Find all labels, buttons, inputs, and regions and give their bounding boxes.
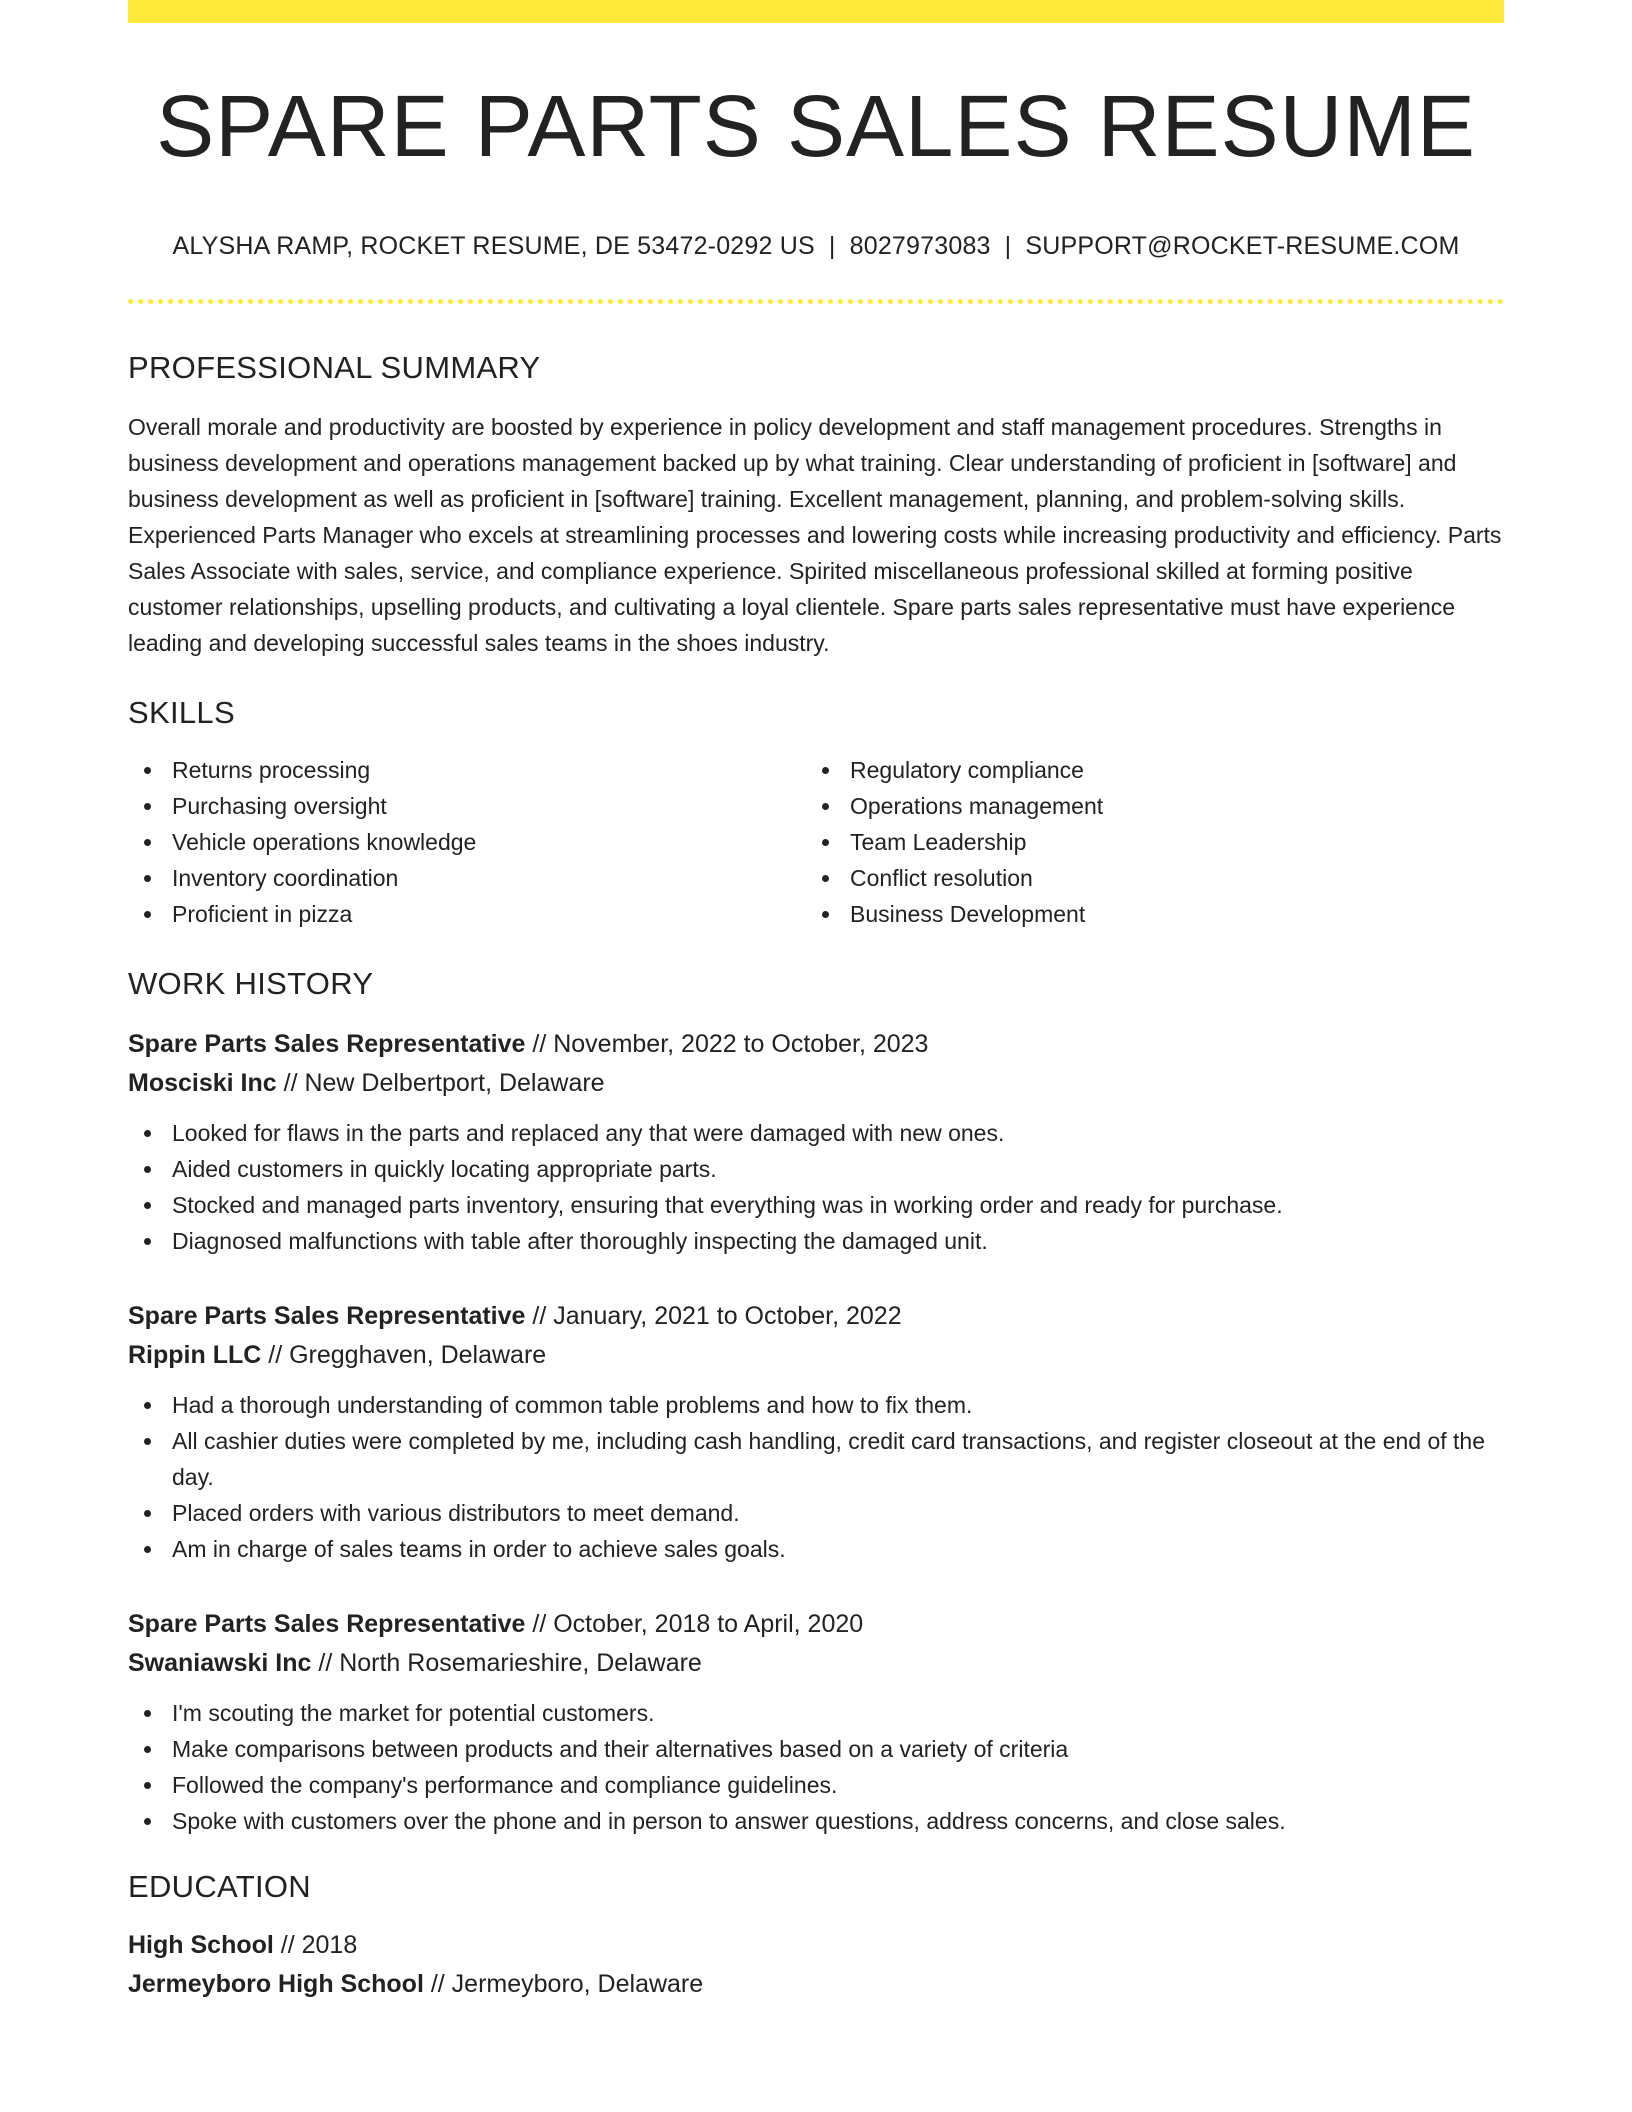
education-school: Jermeyboro High School: [128, 1970, 424, 1998]
job-duty: Aided customers in quickly locating appropriate parts.: [128, 1151, 1504, 1187]
job-entry: [128, 1605, 1504, 1839]
skill-item: Operations management: [806, 788, 1484, 824]
skill-item: Purchasing oversight: [128, 788, 806, 824]
job-title-line: [128, 1025, 1504, 1064]
skill-item: Business Development: [806, 896, 1484, 932]
job-title: Spare Parts Sales Representative: [128, 1030, 526, 1058]
job-title-line: [128, 1605, 1504, 1644]
resume-title: SPARE PARTS SALES RESUME: [156, 78, 1476, 175]
education-entry: [128, 1926, 1504, 2004]
summary-text: Overall morale and productivity are boosted by experience in policy development and staff management procedures. Strengths in business development and operations management backed up by what training. Clear understanding of proficient in [software] and business development as well as proficient in [software] training. Excellent management, planning, and problem-solving skills. Experienced Parts Manager who excels at streamlining processes and lowering costs while increasing productivity and efficiency. Parts Sales Associate with sales, service, and compliance experience. Spirited miscellaneous professional skilled at forming positive customer relationships, upselling products, and cultivating a loyal clientele. Spare parts sales representative must have experience leading and developing successful sales teams in the shoes industry.: [128, 414, 1502, 656]
skills-list: [128, 752, 1504, 932]
contact-separator: |: [828, 232, 836, 260]
job-title-line: [128, 1297, 1504, 1336]
education-degree-line: [128, 1926, 1504, 1965]
job-title: Spare Parts Sales Representative: [128, 1610, 526, 1638]
job-dates: // November, 2022 to October, 2023: [525, 1030, 929, 1058]
job-duty: Placed orders with various distributors to meet demand.: [128, 1495, 1504, 1531]
contact-address: ALYSHA RAMP, ROCKET RESUME, DE 53472-0292 US: [172, 232, 815, 260]
contact-separator: |: [1004, 232, 1012, 260]
job-dates: // October, 2018 to April, 2020: [525, 1610, 864, 1638]
summary-heading: PROFESSIONAL SUMMARY: [128, 350, 541, 385]
job-company-line: [128, 1644, 1504, 1683]
job-duty: Stocked and managed parts inventory, ensuring that everything was in working order and ready for purchase.: [128, 1187, 1504, 1223]
education-school-line: [128, 1965, 1504, 2004]
job-duty: Spoke with customers over the phone and in person to answer questions, address concerns, and close sales.: [128, 1803, 1504, 1839]
skill-item: Inventory coordination: [128, 860, 806, 896]
job-duties: [128, 1387, 1504, 1567]
job-title: Spare Parts Sales Representative: [128, 1302, 526, 1330]
job-company-line: [128, 1336, 1504, 1375]
top-accent-bar: [128, 0, 1504, 23]
job-duty: Looked for flaws in the parts and replaced any that were damaged with new ones.: [128, 1115, 1504, 1151]
job-entry: [128, 1025, 1504, 1259]
education-location: // Jermeyboro, Delaware: [423, 1970, 704, 1998]
education-heading: EDUCATION: [128, 1869, 311, 1904]
skills-heading: SKILLS: [128, 695, 235, 730]
job-duties: [128, 1695, 1504, 1839]
skill-item: Conflict resolution: [806, 860, 1484, 896]
job-duty: I'm scouting the market for potential customers.: [128, 1695, 1504, 1731]
job-company-line: [128, 1064, 1504, 1103]
skill-item: Returns processing: [128, 752, 806, 788]
job-duty: Am in charge of sales teams in order to achieve sales goals.: [128, 1531, 1504, 1567]
job-entry: [128, 1297, 1504, 1567]
skill-item: Proficient in pizza: [128, 896, 806, 932]
education-year: // 2018: [273, 1931, 358, 1959]
education-degree: High School: [128, 1931, 274, 1959]
job-location: // Gregghaven, Delaware: [261, 1341, 547, 1369]
job-duty: All cashier duties were completed by me, including cash handling, credit card transactions, and register closeout at the end of the day.: [128, 1423, 1504, 1495]
job-duties: [128, 1115, 1504, 1259]
contact-phone: 8027973083: [849, 232, 991, 260]
skills-column-right: [806, 752, 1484, 932]
skills-column-left: [128, 752, 806, 932]
job-dates: // January, 2021 to October, 2022: [525, 1302, 902, 1330]
job-company: Swaniawski Inc: [128, 1649, 312, 1677]
job-duty: Make comparisons between products and their alternatives based on a variety of criteria: [128, 1731, 1504, 1767]
skill-item: Vehicle operations knowledge: [128, 824, 806, 860]
job-location: // North Rosemarieshire, Delaware: [311, 1649, 702, 1677]
contact-email: SUPPORT@ROCKET-RESUME.COM: [1025, 232, 1460, 260]
dotted-divider: [128, 299, 1504, 304]
skill-item: Regulatory compliance: [806, 752, 1484, 788]
resume-page: [128, 0, 1504, 2004]
job-company: Mosciski Inc: [128, 1069, 277, 1097]
job-duty: Had a thorough understanding of common table problems and how to fix them.: [128, 1387, 1504, 1423]
job-company: Rippin LLC: [128, 1341, 262, 1369]
contact-line: [128, 234, 1504, 259]
job-location: // New Delbertport, Delaware: [276, 1069, 605, 1097]
skill-item: Team Leadership: [806, 824, 1484, 860]
job-duty: Diagnosed malfunctions with table after thoroughly inspecting the damaged unit.: [128, 1223, 1504, 1259]
job-duty: Followed the company's performance and compliance guidelines.: [128, 1767, 1504, 1803]
work-history-heading: WORK HISTORY: [128, 966, 374, 1001]
